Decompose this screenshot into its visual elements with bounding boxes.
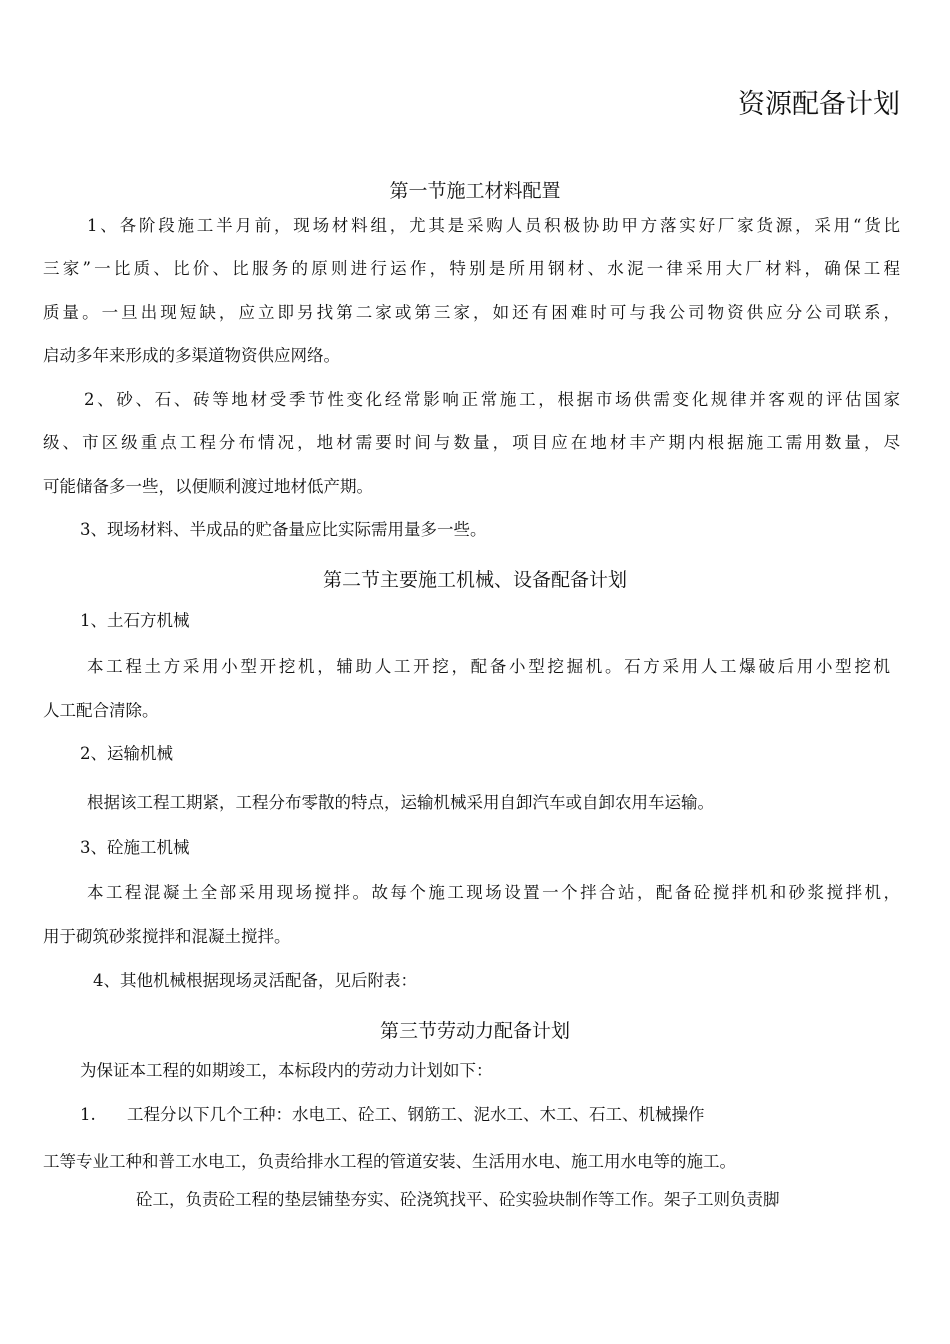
section-1-line-2: 三家”一比质、比价、比服务的原则进行运作，特别是所用钢材、水泥一律采用大厂材料，确保工程 (43, 259, 900, 278)
document-title: 资源配备计划 (738, 89, 900, 120)
section-2-line-1: 1、土石方机械 (80, 611, 190, 630)
section-2-line-4: 2、运输机械 (80, 744, 173, 763)
section-2-line-7: 本工程混凝土全部采用现场搅拌。故每个施工现场设置一个拌合站，配备砼搅拌机和砂浆搅拌机， (87, 883, 900, 902)
section-2-line-3: 人工配合清除。 (43, 701, 159, 720)
section-2-line-6: 3、砼施工机械 (80, 838, 190, 857)
section-heading-2: 第二节主要施工机械、设备配备计划 (322, 569, 627, 591)
section-2-line-2: 本工程土方采用小型开挖机，辅助人工开挖，配备小型挖掘机。石方采用人工爆破后用小型挖机 (87, 657, 890, 676)
section-1-line-5: 2、砂、石、砖等地材受季节性变化经常影响正常施工，根据市场供需变化规律并客观的评估国家 (84, 390, 900, 409)
section-3-line-2: 工程分以下几个工种：水电工、砼工、钢筋工、泥水工、木工、石工、机械操作 (127, 1105, 705, 1124)
section-1-line-7: 可能储备多一些，以便顺利渡过地材低产期。 (43, 477, 373, 496)
section-2-line-8: 用于砌筑砂浆搅拌和混凝土搅拌。 (43, 927, 291, 946)
section-1-line-6: 级、市区级重点工程分布情况，地材需要时间与数量，项目应在地材丰产期内根据施工需用数量，尽 (43, 433, 900, 452)
section-2-line-9: 4、其他机械根据现场灵活配备，见后附表： (93, 971, 417, 990)
section-1-line-4: 启动多年来形成的多渠道物资供应网络。 (43, 346, 340, 365)
section-3-list-number-1: 1. (80, 1105, 96, 1124)
section-1-line-8: 3、现场材料、半成品的贮备量应比实际需用量多一些。 (80, 520, 487, 539)
section-heading-1: 第一节施工材料配置 (389, 180, 561, 202)
section-1-line-1: 1、各阶段施工半月前，现场材料组，尤其是采购人员积极协助甲方落实好厂家货源，采用“货比 (87, 216, 900, 235)
section-3-line-3: 工等专业工种和普工水电工，负责给排水工程的管道安装、生活用水电、施工用水电等的施工。 (43, 1152, 736, 1171)
section-heading-3: 第三节劳动力配备计划 (379, 1020, 570, 1042)
section-2-line-5: 根据该工程工期紧，工程分布零散的特点，运输机械采用自卸汽车或自卸农用车运输。 (87, 793, 714, 812)
section-3-line-1: 为保证本工程的如期竣工，本标段内的劳动力计划如下： (80, 1061, 493, 1080)
section-1-line-3: 质量。一旦出现短缺，应立即另找第二家或第三家，如还有困难时可与我公司物资供应分公司联系， (43, 303, 900, 322)
section-3-line-4: 砼工，负责砼工程的垫层铺垫夯实、砼浇筑找平、砼实验块制作等工作。架子工则负责脚 (136, 1190, 780, 1209)
